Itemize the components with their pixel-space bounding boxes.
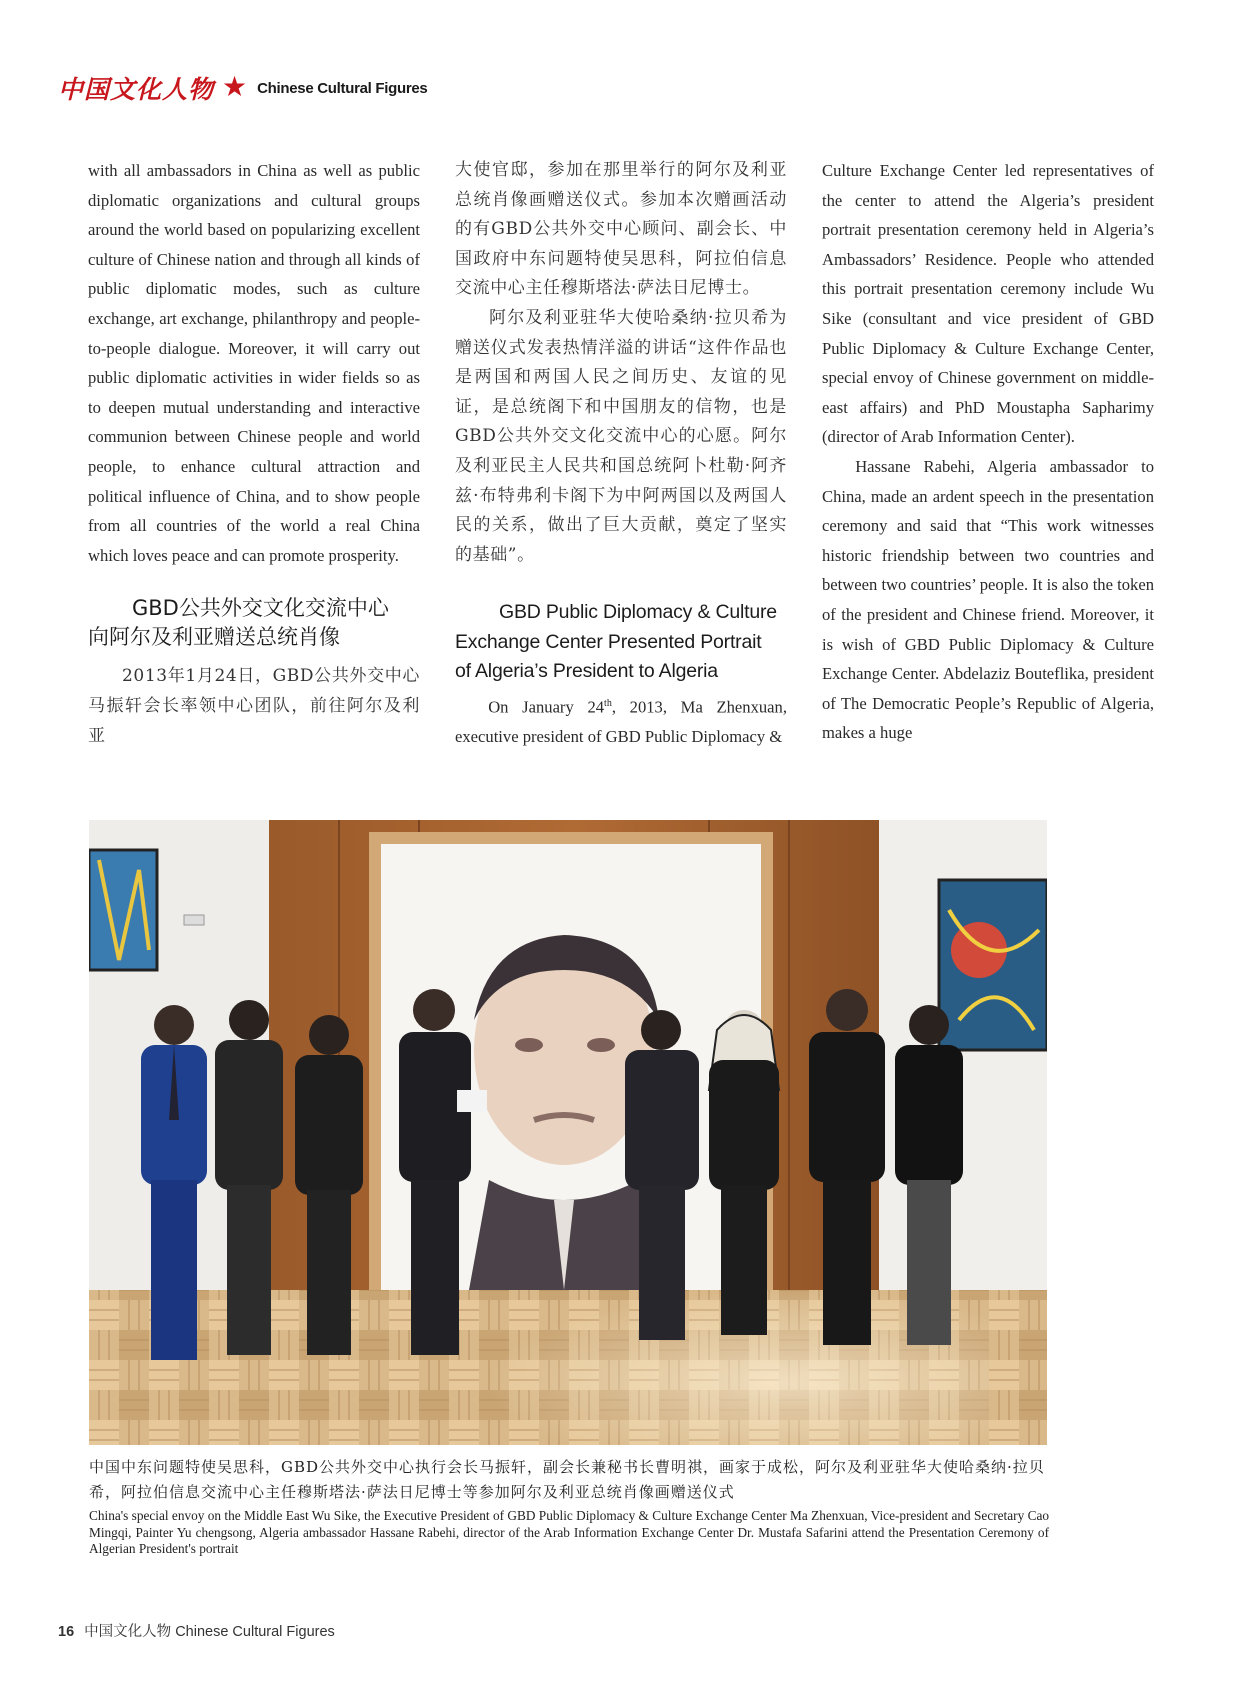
footer-title-en: Chinese Cultural Figures bbox=[175, 1624, 335, 1640]
magazine-header bbox=[58, 70, 427, 106]
article-paragraph-cn: 大使官邸，参加在那里举行的阿尔及利亚总统肖像画赠送仪式。参加本次赠画活动的有GBD公共外交中心顾问、副会长、中国政府中东问题特使吴思科，阿拉伯信息交流中心主任穆斯塔法·萨法日尼博士。 bbox=[455, 160, 787, 299]
section-heading-cn: GBD公共外交文化交流中心 向阿尔及利亚赠送总统肖像 bbox=[88, 596, 389, 650]
article-paragraph: Culture Exchange Center led representatives of the center to attend the Algeria’s president portrait presentation ceremony held in Algeria’s Ambassadors’ Residence. People who attended this portrait presentation ceremony include Wu Sike (consultant and vice president of GBD Public Diplomacy & Culture Exchange Center, special envoy of Chinese government on middle-east affairs) and PhD Moustapha Sapharimy (director of Arab Information Center). bbox=[822, 161, 1154, 447]
star-icon: ★ bbox=[222, 72, 248, 103]
magazine-logo-cn: 中国文化人物 bbox=[58, 75, 215, 104]
ceremony-photo bbox=[89, 820, 1047, 1445]
magazine-logo-en: Chinese Cultural Figures bbox=[257, 79, 428, 97]
article-paragraph: with all ambassadors in China as well as public diplomatic organizations and cultural groups around the world based on popularizing excellent culture of Chinese nation and through all kinds of public diplomatic modes, such as culture exchange, art exchange, philanthropy and people-to-people dialogue. Moreover, it will carry out public diplomatic activities in wider fields so as to deepen mutual understanding and interactive communion between Chinese people and world people, to enhance cultural attraction and political influence of China, and to show people from all countries of the world a real China which loves peace and can promote prosperity. bbox=[88, 161, 420, 565]
photo-caption-cn: 中国中东问题特使吴思科，GBD公共外交中心执行会长马振轩，副会长兼秘书长曹明祺，画家于成松，阿尔及利亚驻华大使哈桑纳·拉贝希，阿拉伯信息交流中心主任穆斯塔法·萨法日尼博士等参加阿尔及利亚总统肖像画赠送仪式 bbox=[89, 1458, 1045, 1501]
section-heading-en: GBD Public Diplomacy & Culture Exchange Center Presented Portrait of Algeria’s President to Algeria bbox=[455, 601, 777, 683]
article-paragraph: Hassane Rabehi, Algeria ambassador to China, made an ardent speech in the presentation ceremony and said that “This work witnesses historic friendship between two countries and between two countries’ people. It is also the token of the president and Chinese friend. Moreover, it is wish of GBD Public Diplomacy & Culture Exchange Center. Abdelaziz Bouteflika, president of The Democratic People’s Republic of Algeria, makes a huge bbox=[822, 456, 1154, 743]
page-footer bbox=[58, 1620, 335, 1641]
article-paragraph-cn: 阿尔及利亚驻华大使哈桑纳·拉贝希为赠送仪式发表热情洋溢的讲话“这件作品也是两国和两国人民之间历史、友谊的见证，是总统阁下和中国朋友的信物，也是GBD公共外交文化交流中心的心愿。阿尔及利亚民主人民共和国总统阿卜杜勒·阿齐兹·布特弗利卡阁下为中阿两国以及两国人民的关系，做出了巨大贡献，奠定了坚实的基础”。 bbox=[455, 307, 787, 565]
article-paragraph: On January 24th, 2013, Ma Zhenxuan, executive president of GBD Public Diplomacy & bbox=[455, 697, 787, 746]
footer-title-cn: 中国文化人物 bbox=[84, 1624, 172, 1640]
text-column-3 bbox=[822, 156, 1154, 748]
article-paragraph-cn: 2013年1月24日，GBD公共外交中心马振轩会长率领中心团队，前往阿尔及利亚 bbox=[88, 666, 420, 746]
photo-caption-en: China's special envoy on the Middle East Wu Sike, the Executive President of GBD Public Diplomacy & Culture Exchange Center Ma Zhenxuan, Vice-president and Secretary Cao Mingqi, Painter Yu chengsong, Algeria ambassador Hassane Rabehi, director of the Arab Information Exchange Center Dr. Mustafa Safarini attend the Presentation Ceremony of Algerian President's portrait bbox=[89, 1508, 1049, 1556]
page-number: 16 bbox=[58, 1624, 75, 1640]
text-column-2 bbox=[455, 156, 787, 752]
text-column-1 bbox=[88, 156, 420, 751]
